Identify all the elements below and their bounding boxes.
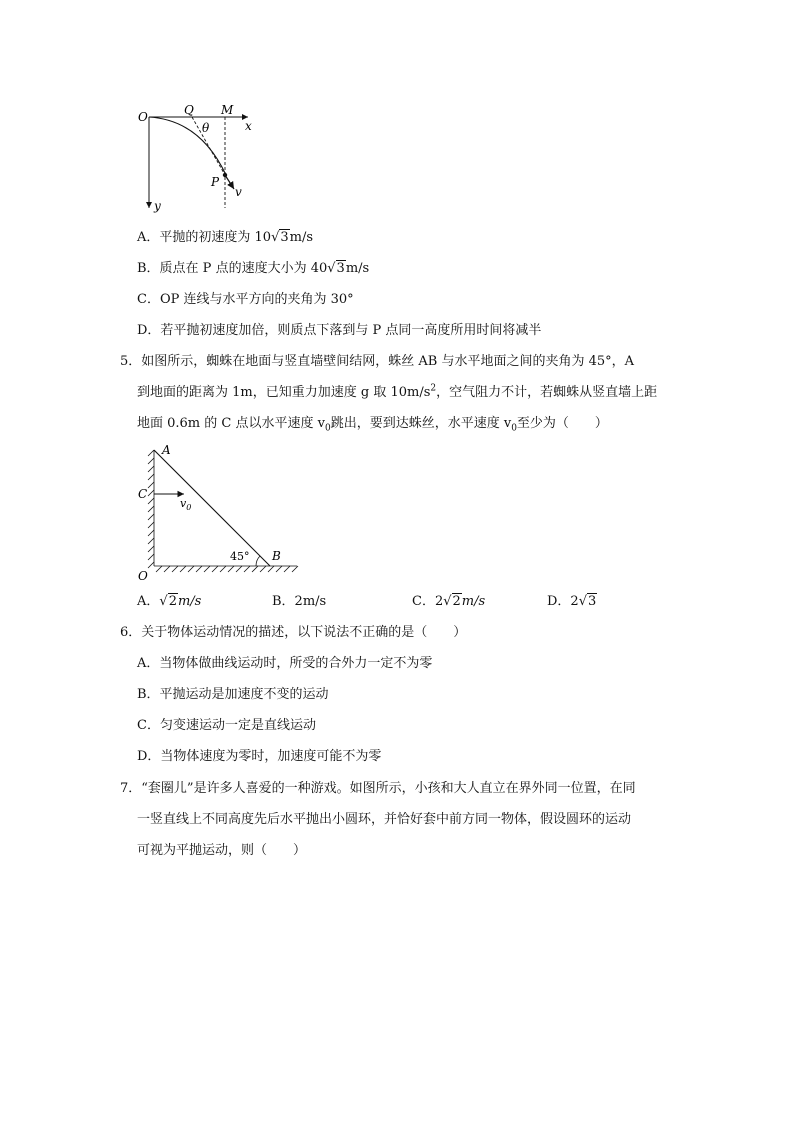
q6-option-c: C．匀变速运动一定是直线运动 — [137, 718, 316, 733]
label-B: B — [272, 549, 281, 563]
label-Q: Q — [184, 103, 194, 117]
figure-spider-wall — [132, 440, 307, 585]
q6-option-b: B．平抛运动是加速度不变的运动 — [137, 687, 329, 702]
label-y: y — [154, 199, 161, 213]
q5-option-d: D．2√3 — [547, 594, 597, 609]
q5-option-b: B．2m/s — [272, 594, 327, 609]
label-C: C — [138, 487, 148, 501]
q5-stem-line3: 地面 0.6m 的 C 点以水平速度 $v_0$跳出，要到达蛛丝，水平速度 $v_0$至少为（ ） — [137, 416, 608, 434]
label-O: O — [138, 569, 148, 583]
q4-option-c: C．OP 连线与水平方向的夹角为 30° — [137, 292, 354, 307]
label-theta: θ — [202, 121, 210, 135]
label-v: v — [235, 185, 242, 199]
q7-stem-line3: 可视为平抛运动，则（ ） — [137, 843, 307, 858]
label-A: A — [162, 443, 171, 457]
figure-projectile-trajectory — [130, 100, 270, 215]
label-O: O — [138, 110, 148, 124]
q7-stem-line2: 一竖直线上不同高度先后水平抛出小圆环，并恰好套中前方同一物体，假设圆环的运动 — [137, 812, 632, 827]
q4-option-a: A．平抛的初速度为 10√3m/s — [137, 230, 314, 245]
q6-option-d: D．当物体速度为零时，加速度可能不为零 — [137, 749, 382, 764]
q6-stem: 6．关于物体运动情况的描述，以下说法不正确的是（ ） — [120, 625, 467, 640]
label-P: P — [211, 175, 220, 189]
q7-stem-line1: 7．“套圈儿”是许多人喜爱的一种游戏。如图所示，小孩和大人直立在界外同一位置，在同 — [120, 781, 636, 796]
label-M: M — [221, 103, 234, 117]
q5-stem-line2: 到地面的距离为 1m，已知重力加速度 g 取 $10m/s^2$，空气阻力不计，若蜘蛛从竖直墙上距 — [137, 383, 658, 400]
label-x: x — [245, 119, 252, 133]
q4-option-b: B．质点在 P 点的速度大小为 40√3m/s — [137, 261, 370, 276]
label-v0: $v_0$ — [180, 497, 192, 512]
q5-stem-line1: 5．如图所示，蜘蛛在地面与竖直墙壁间结网，蛛丝 AB 与水平地面之间的夹角为 45°，A — [120, 354, 635, 369]
q5-option-c: C．2√2m/s — [412, 594, 486, 609]
q5-option-a: A．√2m/s — [137, 594, 202, 609]
q4-option-d: D．若平抛初速度加倍，则质点下落到与 P 点同一高度所用时间将减半 — [137, 323, 542, 338]
q6-option-a: A．当物体做曲线运动时，所受的合外力一定不为零 — [137, 656, 433, 671]
label-angle: 45° — [230, 550, 250, 563]
